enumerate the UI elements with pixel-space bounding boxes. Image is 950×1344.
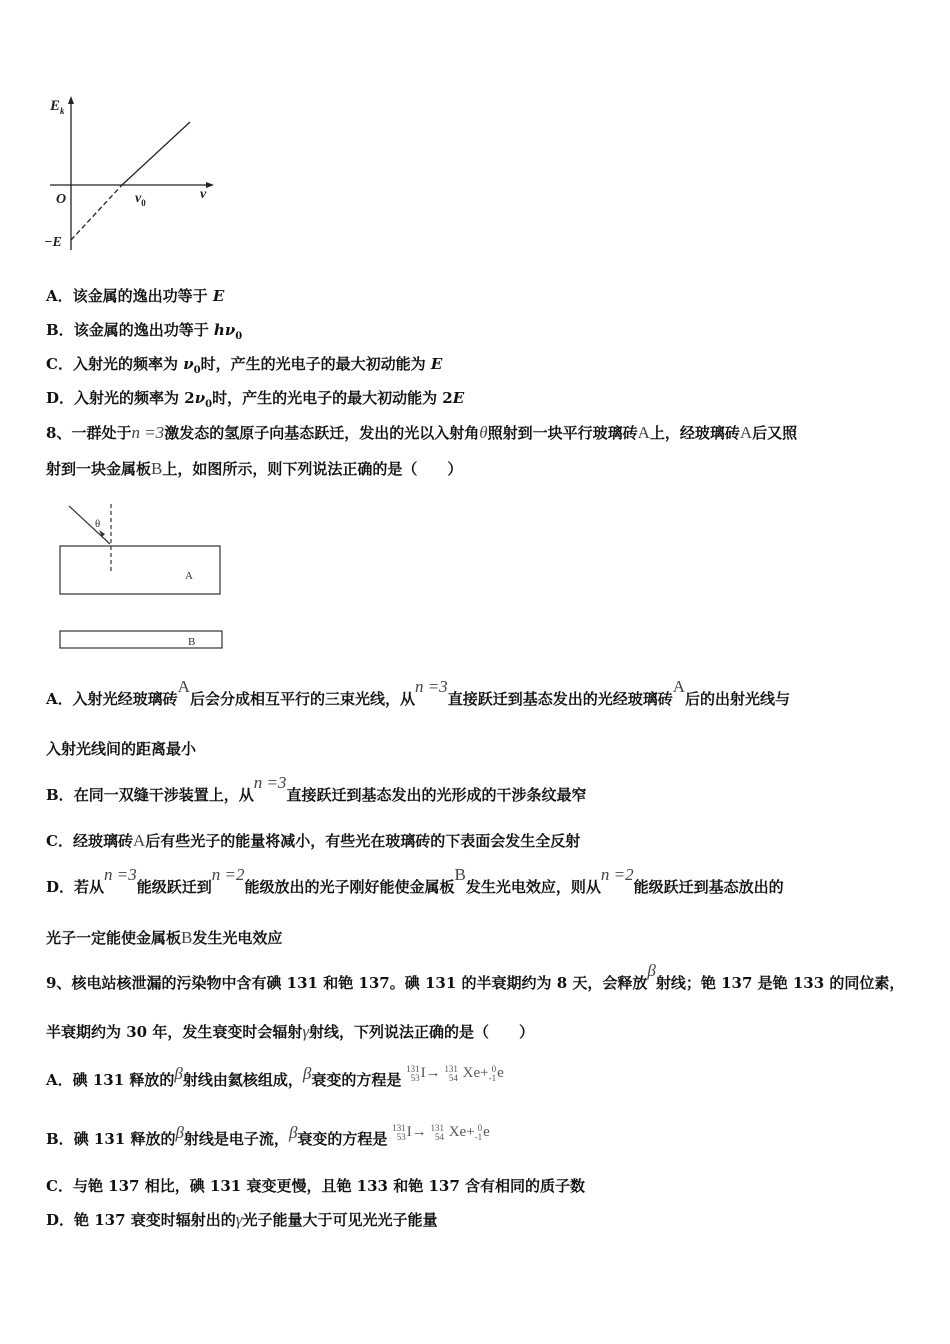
q8-stem-line2: 射到一块金属板B上，如图所示，则下列说法正确的是（ ） [46, 459, 463, 478]
q7-option-c: C．入射光的频率为 $\nu_0$时，产生的光电子的最大初动能为 E [46, 355, 443, 376]
q8-option-b: B．在同一双缝干涉装置上，从n =3直接跃迁到基态发出的光形成的干涉条纹最窄 [46, 773, 587, 804]
q8-option-d: D．若从n =3能级跃迁到n =2能级放出的光子刚好能使金属板B发生光电效应，则从n =2能级跃迁到基态放出的 [46, 865, 784, 896]
y-axis-label: $E_k$ [50, 98, 65, 116]
plate-a-label: A [185, 570, 193, 582]
q8-option-c: C．经玻璃砖A后有些光子的能量将减小，有些光在玻璃砖的下表面会发生全反射 [46, 831, 581, 850]
x-axis-label: ν [200, 187, 207, 202]
q8-option-d-cont: 光子一定能使金属板B发生光电效应 [46, 928, 283, 947]
ek-nu-graph [40, 90, 230, 260]
q9-option-a: A．碘 131 释放的β射线由氦核组成，β衰变的方程是 131 53I→ 131 54 Xe+ 0 -1e [46, 1063, 504, 1089]
plate-b-label: B [188, 636, 196, 648]
q7-option-a: A．该金属的逸出功等于 E [46, 287, 225, 305]
q9-option-b: B．碘 131 释放的β射线是电子流，β衰变的方程是 131 53I→ 131 54 Xe+ 0 -1e [46, 1122, 490, 1148]
q8-stem-line1: 8、一群处于n =3激发态的氢原子向基态跃迁，发出的光以入射角θ照射到一块平行玻璃砖A上，经玻璃砖A后又照 [46, 423, 798, 442]
glass-slab-figure [55, 500, 230, 655]
ek-solid-line [122, 122, 190, 185]
neg-e-label: −E [44, 235, 62, 250]
q8-option-a-cont: 入射光线间的距离最小 [46, 740, 197, 758]
q9-option-c: C．与铯 137 相比，碘 131 衰变更慢，且铯 133 和铯 137 含有相同的质子数 [46, 1177, 585, 1195]
q8-option-a: A．入射光经玻璃砖A后会分成相互平行的三束光线，从n =3直接跃迁到基态发出的光经玻璃砖A后的出射光线与 [46, 677, 790, 708]
svg-text:θ: θ [95, 518, 101, 530]
glass-plate-a [60, 546, 220, 594]
ek-dashed-line [71, 185, 122, 240]
origin-label: O [56, 192, 67, 207]
q7-option-b: B．该金属的逸出功等于 $h\nu_0$ [46, 321, 243, 342]
metal-plate-b [60, 631, 222, 648]
decay-equation-a: 131 53I→ 131 54 Xe+ 0 -1e [406, 1063, 504, 1083]
q9-stem-line2: 半衰期约为 30 年，发生衰变时会辐射γ射线，下列说法正确的是（ ） [46, 1022, 535, 1041]
incident-ray [69, 506, 110, 544]
q7-option-d: D．入射光的频率为 $2\nu_0$时，产生的光电子的最大初动能为 2E [46, 389, 465, 410]
q9-stem-line1: 9、核电站核泄漏的污染物中含有碘 131 和铯 137。碘 131 的半衰期约为 8 天，会释放β射线；铯 137 是铯 133 的同位素， [46, 961, 905, 992]
decay-equation-b: 131 53I→ 131 54 Xe+ 0 -1e [392, 1122, 490, 1142]
q9-option-d: D．铯 137 衰变时辐射出的γ光子能量大于可见光光子能量 [46, 1210, 438, 1229]
nu0-label: $\nu_0$ [135, 191, 146, 208]
